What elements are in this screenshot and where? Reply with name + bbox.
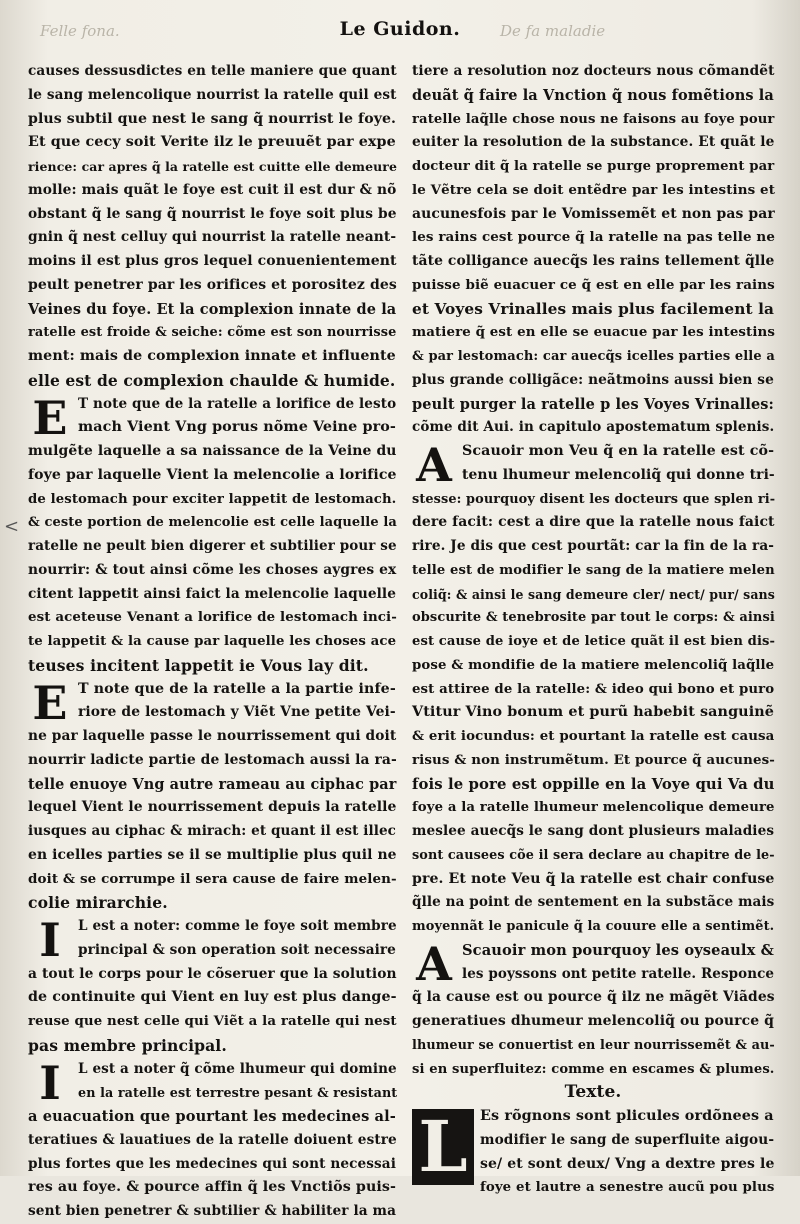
text-line: ratelle est froide & seiche: cõme est son nourrisse (28, 325, 397, 341)
bleed-through-text: Felle fona. (40, 22, 120, 40)
text-line: le sang melencolique nourrist la ratelle quil est (28, 86, 397, 103)
text-line: modifier le sang de superfluite aigou- (480, 1131, 775, 1148)
drop-cap-initial: E (32, 390, 68, 445)
text-line: dere facit: cest a dire que la ratelle nous faict (412, 514, 775, 531)
text-line: plus fortes que les medecines qui sont necessai (28, 1155, 397, 1172)
text-line: rience: car apres q̃ la ratelle est cuitte elle demeure (28, 159, 397, 174)
paragraph (412, 1105, 774, 1200)
text-line: le Vẽtre cela se doit entẽdre par les intestins et (412, 181, 775, 198)
text-line: les poyssons ont petite ratelle. Responce (462, 965, 775, 982)
text-line: telle enuoye Vng autre rameau au ciphac par (28, 775, 397, 793)
text-line: deuãt q̃ faire la Vnction q̃ nous fomẽtions la (412, 86, 774, 104)
text-line: molle: mais quãt le foye est cuit il est dur & nõ (28, 181, 397, 198)
text-line: peult penetrer par les orifices et porositez des (28, 276, 397, 293)
text-line: teuses incitent lappetit ie Vous lay dit. (28, 655, 369, 675)
text-line: risus & non instrumẽtum. Et pource q̃ aucunes- (412, 751, 775, 768)
drop-cap-initial: L (412, 1109, 474, 1185)
text-line: matiere q̃ est en elle se euacue par les intestins (412, 324, 775, 341)
text-line: fois le pore est oppille en la Voye qui Va du (412, 774, 775, 793)
text-line: telle est de modifier le sang de la matiere melen (412, 562, 775, 578)
right-column (412, 60, 774, 1200)
text-line: euiter la resolution de la substance. Et quãt le (412, 134, 775, 151)
text-line: mach Vient Vng porus nõme Veine pro- (78, 419, 396, 436)
paragraph (28, 915, 396, 1058)
text-line: Es rõgnons sont plicules ordõnees a (480, 1108, 774, 1124)
text-line: foye a la ratelle lhumeur melencolique demeure (412, 800, 775, 816)
text-line: ratelle ne peult bien digerer et subtilier pour se (28, 538, 397, 554)
text-line: teratiues & lauatiues de la ratelle doiuent estre (28, 1131, 397, 1148)
text-line: obscurite & tenebrosite par tout le corps: & ainsi (412, 610, 775, 626)
text-line: pose & mondifie de la matiere melencoliq̃ laq̃lle (412, 657, 775, 673)
text-line: en la ratelle est terrestre pesant & resistant (78, 1085, 398, 1101)
drop-cap-initial: A (416, 936, 452, 991)
drop-cap-initial: E (32, 675, 68, 730)
text-line: L est a noter q̃ cõme lhumeur qui domine (78, 1060, 397, 1077)
text-line: docteur dit q̃ la ratelle se purge proprement par (412, 159, 775, 174)
text-line: obstant q̃ le sang q̃ nourrist le foye soit plus be (28, 205, 397, 222)
text-line: coliq̃: & ainsi le sang demeure cler/ nect/ pur/ sans (412, 586, 775, 602)
drop-cap-initial: I (39, 1055, 61, 1110)
paragraph (28, 60, 396, 393)
text-line: elle est de complexion chaulde & humide. (28, 370, 396, 390)
text-line: ne par laquelle passe le nourrissement qui doit (28, 728, 397, 744)
text-line: de lestomach pour exciter lappetit de lestomach. (28, 491, 397, 507)
text-line: et Voyes Vrinalles mais plus facilement la (412, 299, 775, 318)
text-line: Et que cecy soit Verite ilz le preuuẽt par expe (28, 134, 396, 151)
drop-cap-initial: A (416, 438, 452, 492)
text-line: est aceteuse Venant a lorifice de lestomach inci- (28, 609, 397, 626)
text-line: stesse: pourquoy disent les docteurs que splen ri- (412, 491, 776, 507)
text-line: en icelles parties se il se multiplie plus quil ne (28, 846, 397, 863)
text-line: riore de lestomach y Viẽt Vne petite Vei- (78, 704, 396, 721)
text-line: & par lestomach: car auecq̃s icelles parties elle a (412, 349, 775, 364)
text-line: ment: mais de complexion innate et influente (28, 348, 396, 364)
text-line: L est a noter: comme le foye soit membre (78, 918, 397, 934)
text-line: T note que de la ratelle a lorifice de lesto (78, 395, 397, 412)
text-line: moins il est plus gros lequel conuenientement (28, 253, 397, 269)
text-line: citent lappetit ainsi faict la melencolie laquelle (28, 585, 396, 602)
text-line: plus subtil que nest le sang q̃ nourrist le foye. (28, 110, 397, 127)
paragraph (412, 60, 774, 440)
text-line: Scauoir mon Veu q̃ en la ratelle est cõ- (462, 443, 775, 459)
text-line: generatiues dhumeur melencoliq̃ ou pource q̃ (412, 1013, 775, 1029)
text-line: rire. Je dis que cest pourtãt: car la fin de la ra- (412, 538, 774, 554)
drop-cap-initial: I (39, 913, 61, 967)
running-head: Le Guidon. (339, 18, 461, 40)
text-line: de continuite qui Vient en luy est plus dange- (28, 989, 397, 1006)
text-line: mulgẽte laquelle a sa naissance de la Veine du (28, 443, 397, 459)
text-line: q̃lle na point de sentement en la substãce mais (412, 894, 775, 911)
text-line: sent bien penetrer & subtilier & habiliter la ma (28, 1203, 397, 1219)
text-line: colie mirarchie. (28, 893, 168, 913)
text-line: q̃ la cause est ou pource q̃ ilz ne mãgẽt Viãdes (412, 989, 775, 1006)
text-line: peult purger la ratelle p les Voyes Vrinalles: (412, 395, 775, 413)
text-line: tiere a resolution noz docteurs nous cõmandẽt (412, 63, 775, 79)
text-line: T note que de la ratelle a la partie infe- (78, 680, 396, 697)
text-line: plus grande colligãce: neãtmoins aussi bien se (412, 371, 774, 388)
text-line: lequel Vient le nourrissement depuis la ratelle (28, 799, 397, 816)
text-line: nourrir ladicte partie de lestomach aussi la ra- (28, 751, 397, 768)
text-line: Scauoir mon pourquoy les oyseaulx & (462, 941, 774, 959)
section-heading (412, 1081, 774, 1105)
paragraph (28, 1055, 398, 1224)
heading-text: Texte. (564, 1082, 622, 1103)
text-line: lhumeur se conuertist en leur nourrissemẽt & au- (412, 1037, 775, 1053)
text-line: pas membre principal. (28, 1035, 227, 1055)
text-line: si en superfluitez: comme en escames & plumes. (412, 1061, 775, 1077)
paragraph (28, 390, 397, 678)
text-line: moyennãt le panicule q̃ la couure elle a sentimẽt. (412, 919, 775, 934)
text-line: se/ et sont deux/ Vng a dextre pres le (480, 1155, 775, 1172)
paragraph (412, 936, 775, 1082)
text-line: tãte colligance auecq̃s les rains tellement q̃lle (412, 253, 775, 269)
left-column (28, 60, 396, 1224)
text-line: est cause de ioye et de letice quãt il est bien dis- (412, 634, 776, 649)
paragraph (28, 675, 397, 916)
text-line: nourrir: & tout ainsi cõme les choses aygres ex (28, 561, 397, 578)
text-line: tenu lhumeur melencoliq̃ qui donne tri- (462, 466, 775, 483)
text-line: est attiree de la ratelle: & ideo qui bono et puro (412, 681, 775, 697)
paragraph (412, 440, 774, 939)
text-line: ratelle laq̃lle chose nous ne faisons au foye pour (412, 111, 775, 127)
text-line: a tout le corps pour le cõseruer que la solution (28, 965, 397, 982)
text-line: cõme dit Aui. in capitulo apostematum splenis. (412, 419, 775, 436)
text-line: res au foye. & pource affin q̃ les Vnctiõs puis- (28, 1179, 397, 1196)
text-line: gnin q̃ nest celluy qui nourrist la ratelle neant- (28, 229, 397, 246)
text-line: doit & se corrumpe il sera cause de faire melen- (28, 870, 397, 887)
text-line: Vtitur Vino bonum et purũ habebit sanguinẽ (412, 704, 774, 721)
text-line: te lappetit & la cause par laquelle les choses ace (28, 634, 397, 649)
text-line: les rains cest pource q̃ la ratelle na pas telle ne (412, 229, 775, 246)
text-line: Veines du foye. Et la complexion innate de la (28, 300, 397, 318)
text-line: aucunesfois par le Vomissemẽt et non pas par (412, 205, 775, 222)
text-line: a euacuation que pourtant les medecines al- (28, 1108, 396, 1125)
text-line: reuse que nest celle qui Viẽt a la ratelle qui nest (28, 1013, 397, 1029)
text-line: puisse biẽ euacuer ce q̃ est en elle par les rains (412, 276, 775, 293)
margin-mark: < (4, 516, 20, 537)
text-line: foye par laquelle Vient la melencolie a lorifice (28, 466, 397, 483)
text-line: & ceste portion de melencolie est celle laquelle la (28, 515, 397, 531)
text-line: meslee auecq̃s le sang dont plusieurs maladies (412, 823, 775, 839)
text-line: foye et lautre a senestre aucũ pou plus (480, 1179, 775, 1196)
text-line: causes dessusdictes en telle maniere que quant (28, 63, 397, 79)
bleed-through-text: De fa maladie (500, 22, 606, 40)
text-line: principal & son operation soit necessaire (78, 941, 396, 958)
text-line: & erit iocundus: et pourtant la ratelle est causa (412, 728, 775, 744)
text-line: pre. Et note Veu q̃ la ratelle est chair confuse (412, 870, 775, 887)
text-line: sont causees cõe il sera declare au chapitre de le- (412, 847, 775, 863)
text-line: iusques au ciphac & mirach: et quant il est illec (28, 823, 396, 839)
